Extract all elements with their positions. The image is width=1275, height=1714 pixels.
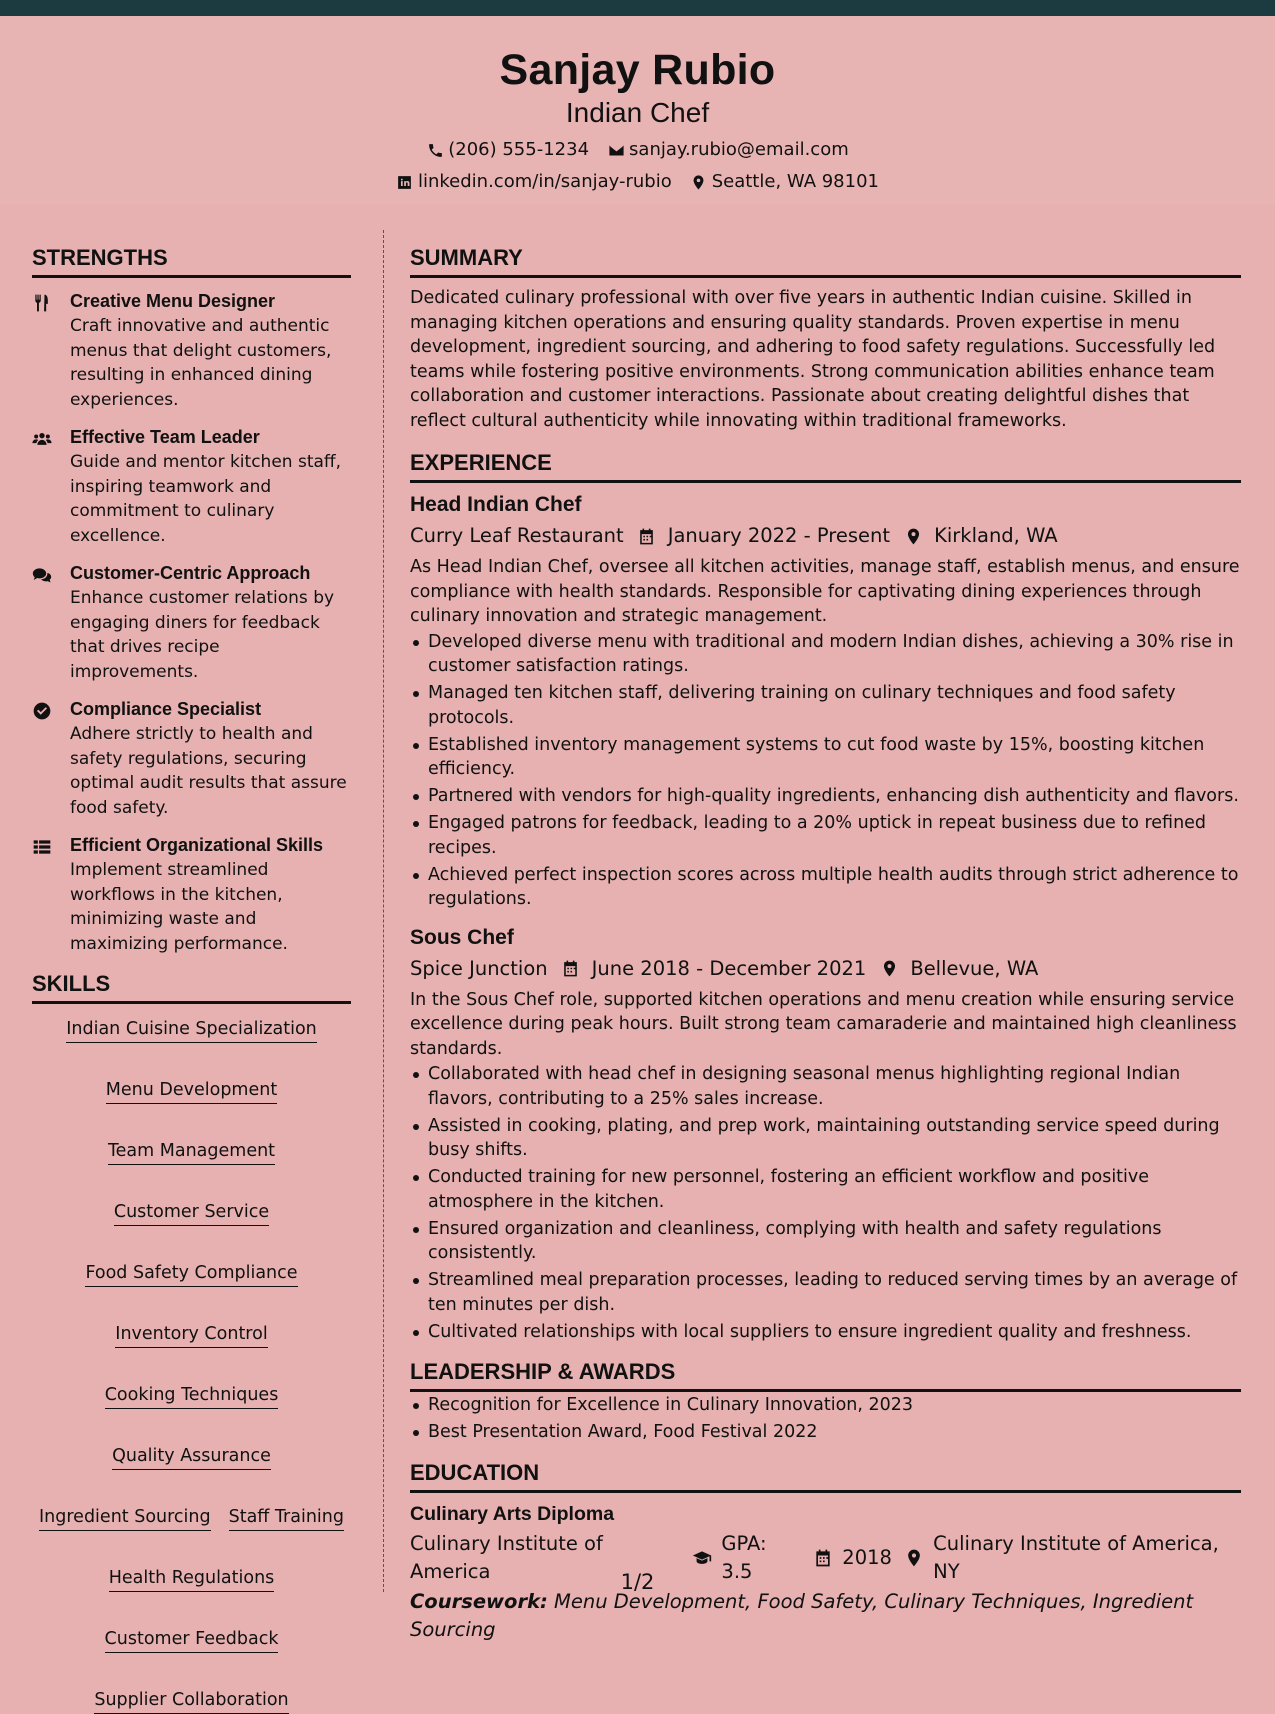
list-item: Assisted in cooking, plating, and prep work, maintaining outstanding service speed during busy shifts. [410,1114,1241,1163]
list-item: Developed diverse menu with traditional and modern Indian dishes, achieving a 30% rise in customer satisfaction ratings. [410,630,1241,679]
list-item: Conducted training for new personnel, fostering an efficient workflow and positive atmosphere in the kitchen. [410,1165,1241,1214]
list-item: Cultivated relationships with local suppliers to ensure ingredient quality and freshness. [410,1320,1241,1345]
job-dates: June 2018 - December 2021 [591,956,867,980]
summary-heading: SUMMARY [410,244,1241,278]
list-item: Partnered with vendors for high-quality ingredients, enhancing dish authenticity and flavors. [410,784,1241,809]
strength-desc: Craft innovative and authentic menus that delight customers, resulting in enhanced dining experiences. [70,316,332,410]
contact-email [607,138,849,162]
school-location: Culinary Institute of America, NY [933,1531,1219,1583]
graduation-year: 2018 [842,1545,892,1569]
leadership-list [410,1393,1241,1445]
skill-tag: Cooking Techniques [105,1384,279,1409]
coursework [410,1588,1241,1644]
strength-item [32,698,351,820]
contact-location [690,170,879,194]
job-bullets [410,630,1241,912]
contact-linkedin [396,170,672,194]
skill-tag: Staff Training [229,1506,344,1531]
check-circle-icon [32,698,70,820]
email-text[interactable]: sanjay.rubio@email.com [629,139,849,160]
skill-tag: Customer Feedback [105,1628,279,1653]
strength-desc: Guide and mentor kitchen staff, inspiring teamwork and commitment to culinary excellence. [70,452,342,546]
map-pin-icon [878,958,900,980]
strength-desc: Adhere strictly to health and safety regulations, securing optimal audit results that assure food safety. [70,724,347,818]
skill-tag: Menu Development [106,1079,277,1104]
job-entry [410,491,1241,912]
job-location: Kirkland, WA [934,524,1058,547]
users-icon [32,426,70,548]
strength-item [32,834,351,956]
candidate-role: Indian Chef [565,97,710,128]
coursework-list: Menu Development, Food Safety, Culinary Techniques, Ingredient Sourcing [410,1589,1194,1641]
skill-tag: Inventory Control [115,1323,267,1348]
envelope-icon [607,141,625,159]
list-item: Achieved perfect inspection scores across multiple health audits through strict adherence to regulations. [410,863,1241,912]
page-number: 1/2 [620,1570,655,1594]
list-item: Managed ten kitchen staff, delivering training on culinary techniques and food safety protocols. [410,681,1241,730]
column-divider [383,230,384,1592]
map-pin-icon [902,525,924,547]
contact-row [0,170,1275,194]
list-item: Best Presentation Award, Food Festival 2022 [410,1420,1241,1445]
education-heading: EDUCATION [410,1459,1241,1493]
summary-text: Dedicated culinary professional with over five years in authentic Indian cuisine. Skilled in managing kitchen operations and ensuring quality standards. Proven expertise in menu development, ingredient sourcing, and adhering to food safety regulations. Successfully led teams while fostering positive environments. Strong communication abilities enhance team collaboration and customer interactions. Passionate about creating delightful dishes that reflect cultural authenticity while innovating within traditional frameworks. [410,288,1216,431]
job-dates: January 2022 - Present [667,524,891,547]
school-name: Culinary Institute of America [410,1531,603,1583]
leadership-heading: LEADERSHIP & AWARDS [410,1358,1241,1392]
calendar-icon [560,958,582,980]
comments-icon [32,562,70,684]
job-entry [410,924,1241,1345]
strength-title: Customer-Centric Approach [70,563,311,583]
job-bullets [410,1062,1241,1344]
skill-tag: Health Regulations [109,1567,275,1592]
strengths-heading: STRENGTHS [32,244,351,278]
list-item: Established inventory management systems to cut food waste by 15%, boosting kitchen efficiency. [410,733,1241,782]
strength-title: Efficient Organizational Skills [70,835,324,855]
map-pin-icon [902,1547,925,1569]
calendar-icon [636,525,658,547]
contact-phone [426,138,589,162]
list-item: Streamlined meal preparation processes, leading to reduced serving times by an average of ten minutes per dish. [410,1268,1241,1317]
list-item: Ensured organization and cleanliness, complying with health and safety regulations consistently. [410,1217,1241,1266]
skills-list [32,1018,351,1714]
skill-tag: Food Safety Compliance [85,1262,297,1287]
skill-tag: Customer Service [114,1201,269,1226]
skill-tag: Supplier Collaboration [94,1689,288,1714]
skill-tag: Quality Assurance [112,1445,271,1470]
job-title: Sous Chef [410,925,514,949]
list-item: Collaborated with head chef in designing seasonal menus highlighting regional Indian flavors, contributing to a 25% sales increase. [410,1062,1241,1111]
utensils-icon [32,290,70,412]
linkedin-icon [396,173,414,191]
strength-desc: Enhance customer relations by engaging diners for feedback that drives recipe improvements. [70,588,335,682]
job-description: In the Sous Chef role, supported kitchen operations and menu creation while ensuring service excellence during peak hours. Built strong team camaraderie and maintained high cleanliness standards. [410,989,1237,1059]
gpa: GPA: 3.5 [721,1531,767,1583]
right-column [410,244,1241,1644]
strength-item [32,290,351,412]
strength-item [32,562,351,684]
job-meta [410,955,1241,983]
degree-name: Culinary Arts Diploma [410,1502,615,1525]
strength-title: Creative Menu Designer [70,291,276,311]
list-item: Engaged patrons for feedback, leading to a 20% uptick in repeat business due to refined recipes. [410,811,1241,860]
strength-item [32,426,351,548]
contact-row [0,138,1275,162]
job-location: Bellevue, WA [910,956,1039,980]
skills-heading: SKILLS [32,970,351,1004]
coursework-label: Coursework: [410,1589,548,1613]
calendar-icon [811,1547,834,1569]
top-accent-bar [0,0,1275,16]
strength-title: Effective Team Leader [70,427,260,447]
phone-text: (206) 555-1234 [448,139,590,160]
graduation-cap-icon [690,1547,713,1569]
job-meta [410,522,1241,550]
job-company: Curry Leaf Restaurant [410,524,624,547]
candidate-name: Sanjay Rubio [499,46,776,94]
phone-icon [426,141,444,159]
location-text: Seattle, WA 98101 [711,171,879,192]
job-company: Spice Junction [410,956,548,980]
strength-desc: Implement streamlined workflows in the kitchen, minimizing waste and maximizing performance. [70,860,288,954]
linkedin-text[interactable]: linkedin.com/in/sanjay-rubio [417,171,672,192]
list-icon [32,834,70,956]
list-item: Recognition for Excellence in Culinary Innovation, 2023 [410,1393,1241,1418]
job-title: Head Indian Chef [410,493,582,516]
map-pin-icon [690,173,708,191]
experience-heading: EXPERIENCE [410,449,1241,483]
resume-header [0,16,1275,204]
skill-tag: Ingredient Sourcing [39,1506,211,1531]
strengths-list [32,290,351,956]
skill-tag: Team Management [108,1140,275,1165]
strength-title: Compliance Specialist [70,699,262,719]
job-description: As Head Indian Chef, oversee all kitchen activities, manage staff, establish menus, and ensure compliance with health standards. Responsible for captivating dining experiences through culinary innovation and strategic management. [410,557,1240,626]
left-column [32,244,351,1714]
skill-tag: Indian Cuisine Specialization [66,1018,317,1043]
